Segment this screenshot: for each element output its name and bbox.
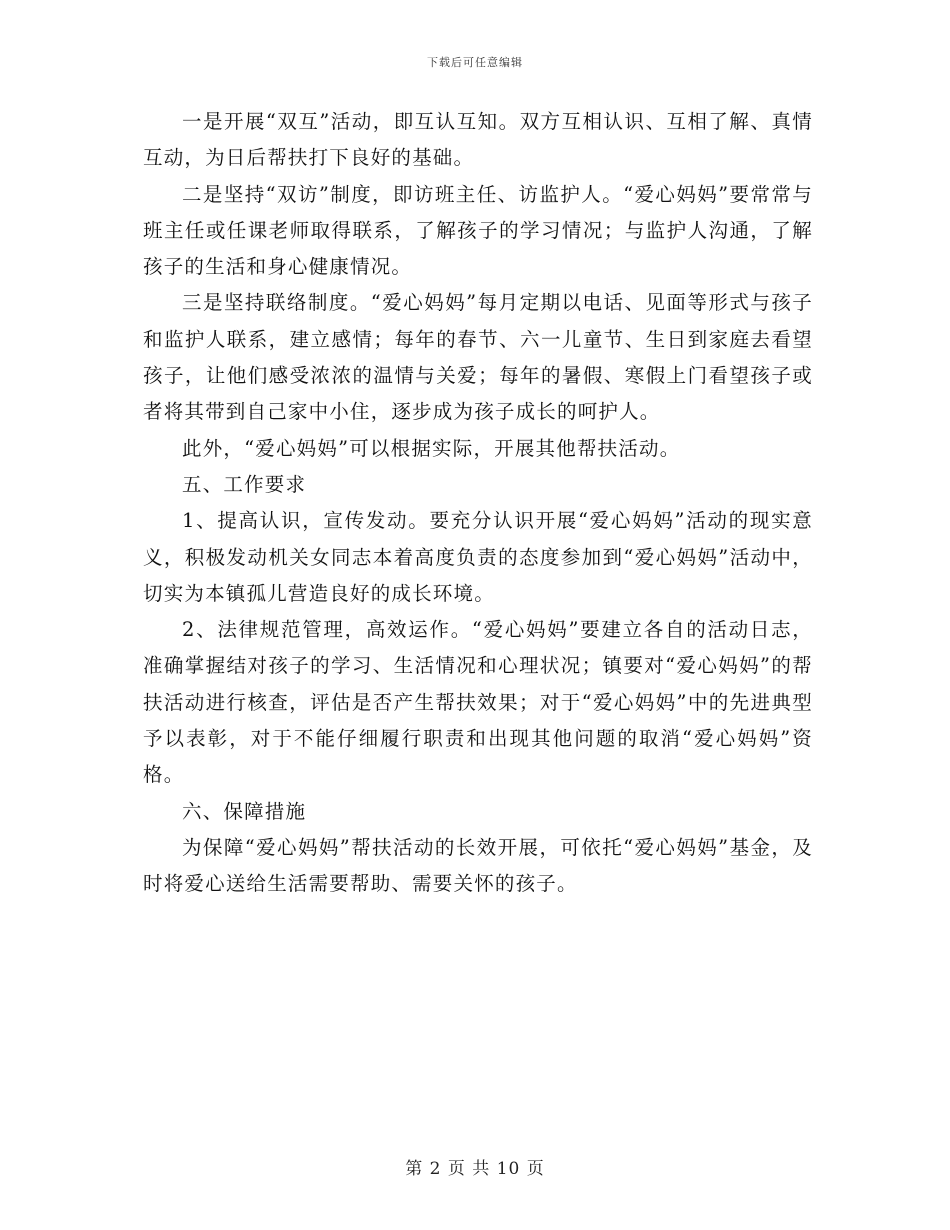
section-heading-safeguards: 六、保障措施 [182,799,307,823]
paragraph-shuangfang: 二是坚持“双访”制度，即访班主任、访监护人。“爱心妈妈”要常常与班主任或任课老师取得联系，了解孩子的学习情况；与监护人沟通，了解孩子的生活和身心健康情况。 [143,182,813,279]
page-footer: 第 2 页 共 10 页 [405,1159,545,1179]
paragraph-requirement-1: 1、提高认识，宣传发动。要充分认识开展“爱心妈妈”活动的现实意义，积极发动机关女同志本着高度负责的态度参加到“爱心妈妈”活动中，切实为本镇孤儿营造良好的成长环境。 [143,509,813,605]
paragraph-requirement-2: 2、法律规范管理，高效运作。“爱心妈妈”要建立各自的活动日志，准确掌握结对孩子的学习、生活情况和心理状况；镇要对“爱心妈妈”的帮扶活动进行核查，评估是否产生帮扶效果；对于“爱心妈妈”中的先进典型予以表彰，对于不能仔细履行职责和出现其他问题的取消“爱心妈妈”资格。 [143,618,813,787]
page-header: 下载后可任意编辑 [427,56,523,69]
section-heading-work-requirements: 五、工作要求 [182,472,307,496]
paragraph-lianluo: 三是坚持联络制度。“爱心妈妈”每月定期以电话、见面等形式与孩子和监护人联系，建立感情；每年的春节、六一儿童节、生日到家庭去看望孩子，让他们感受浓浓的温情与关爱；每年的暑假、寒假上门看望孩子或者将其带到自己家中小住，逐步成为孩子成长的呵护人。 [143,291,813,424]
paragraph-shuanghu: 一是开展“双互”活动，即互认互知。双方互相认识、互相了解、真情互动，为日后帮扶打下良好的基础。 [143,110,813,170]
paragraph-other-activities: 此外，“爱心妈妈”可以根据实际，开展其他帮扶活动。 [182,436,681,460]
document-body [143,104,813,903]
paragraph-safeguards: 为保障“爱心妈妈”帮扶活动的长效开展，可依托“爱心妈妈”基金，及时将爱心送给生活需要帮助、需要关怀的孩子。 [143,835,813,896]
